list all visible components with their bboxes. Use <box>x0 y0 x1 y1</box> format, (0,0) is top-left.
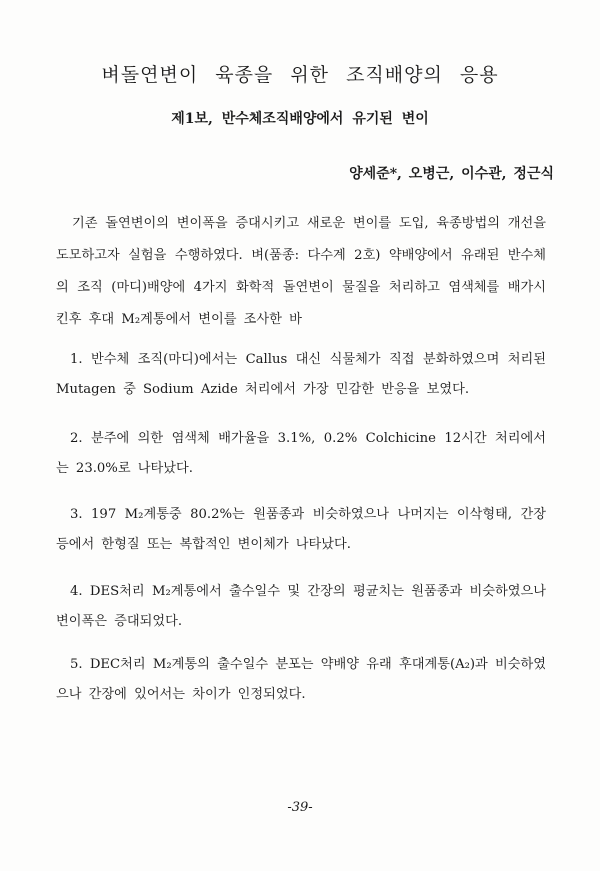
page-number: -39- <box>287 800 313 815</box>
result-item-3: 3. 197 M₂계통중 80.2%는 원품종과 비슷하였으나 나머지는 이삭형태, 간장등에서 한형질 또는 복합적인 변이체가 나타났다. <box>56 507 546 552</box>
result-item-5: 5. DEC처리 M₂계통의 출수일수 분포는 약배양 유래 후대계통(A₂)과 비슷하였으나 간장에 있어서는 차이가 인정되었다. <box>56 657 546 702</box>
result-item-1: 1. 반수체 조직(마디)에서는 Callus 대신 식물체가 직접 분화하였으며 처리된 Mutagen 중 Sodium Azide 처리에서 가장 민감한 반응을 보였다. <box>56 352 546 397</box>
paper-title: 벼돌연변이 육종을 위한 조직배양의 응용 <box>101 64 499 86</box>
result-item-2: 2. 분주에 의한 염색체 배가율을 3.1%, 0.2% Colchicine 12시간 처리에서는 23.0%로 나타났다. <box>56 431 546 476</box>
result-item-4: 4. DES처리 M₂계통에서 출수일수 및 간장의 평균치는 원품종과 비슷하였으나 변이폭은 증대되었다. <box>56 584 546 629</box>
author-list: 양세준*, 오병근, 이수관, 정근식 <box>349 166 554 182</box>
abstract-paragraph: 기존 돌연변이의 변이폭을 증대시키고 새로운 변이를 도입, 육종방법의 개선을 도모하고자 실험을 수행하였다. 벼(품종: 다수계 2호) 약배양에서 유래된 반수체의 조직 (마디)배양에 4가지 화학적 돌연변이 물질을 처리하고 염색체를 배가시킨후 후대 M₂계통에서 변이를 조사한 바 <box>56 216 546 327</box>
paper-subtitle: 제1보, 반수체조직배양에서 유기된 변이 <box>171 111 429 127</box>
